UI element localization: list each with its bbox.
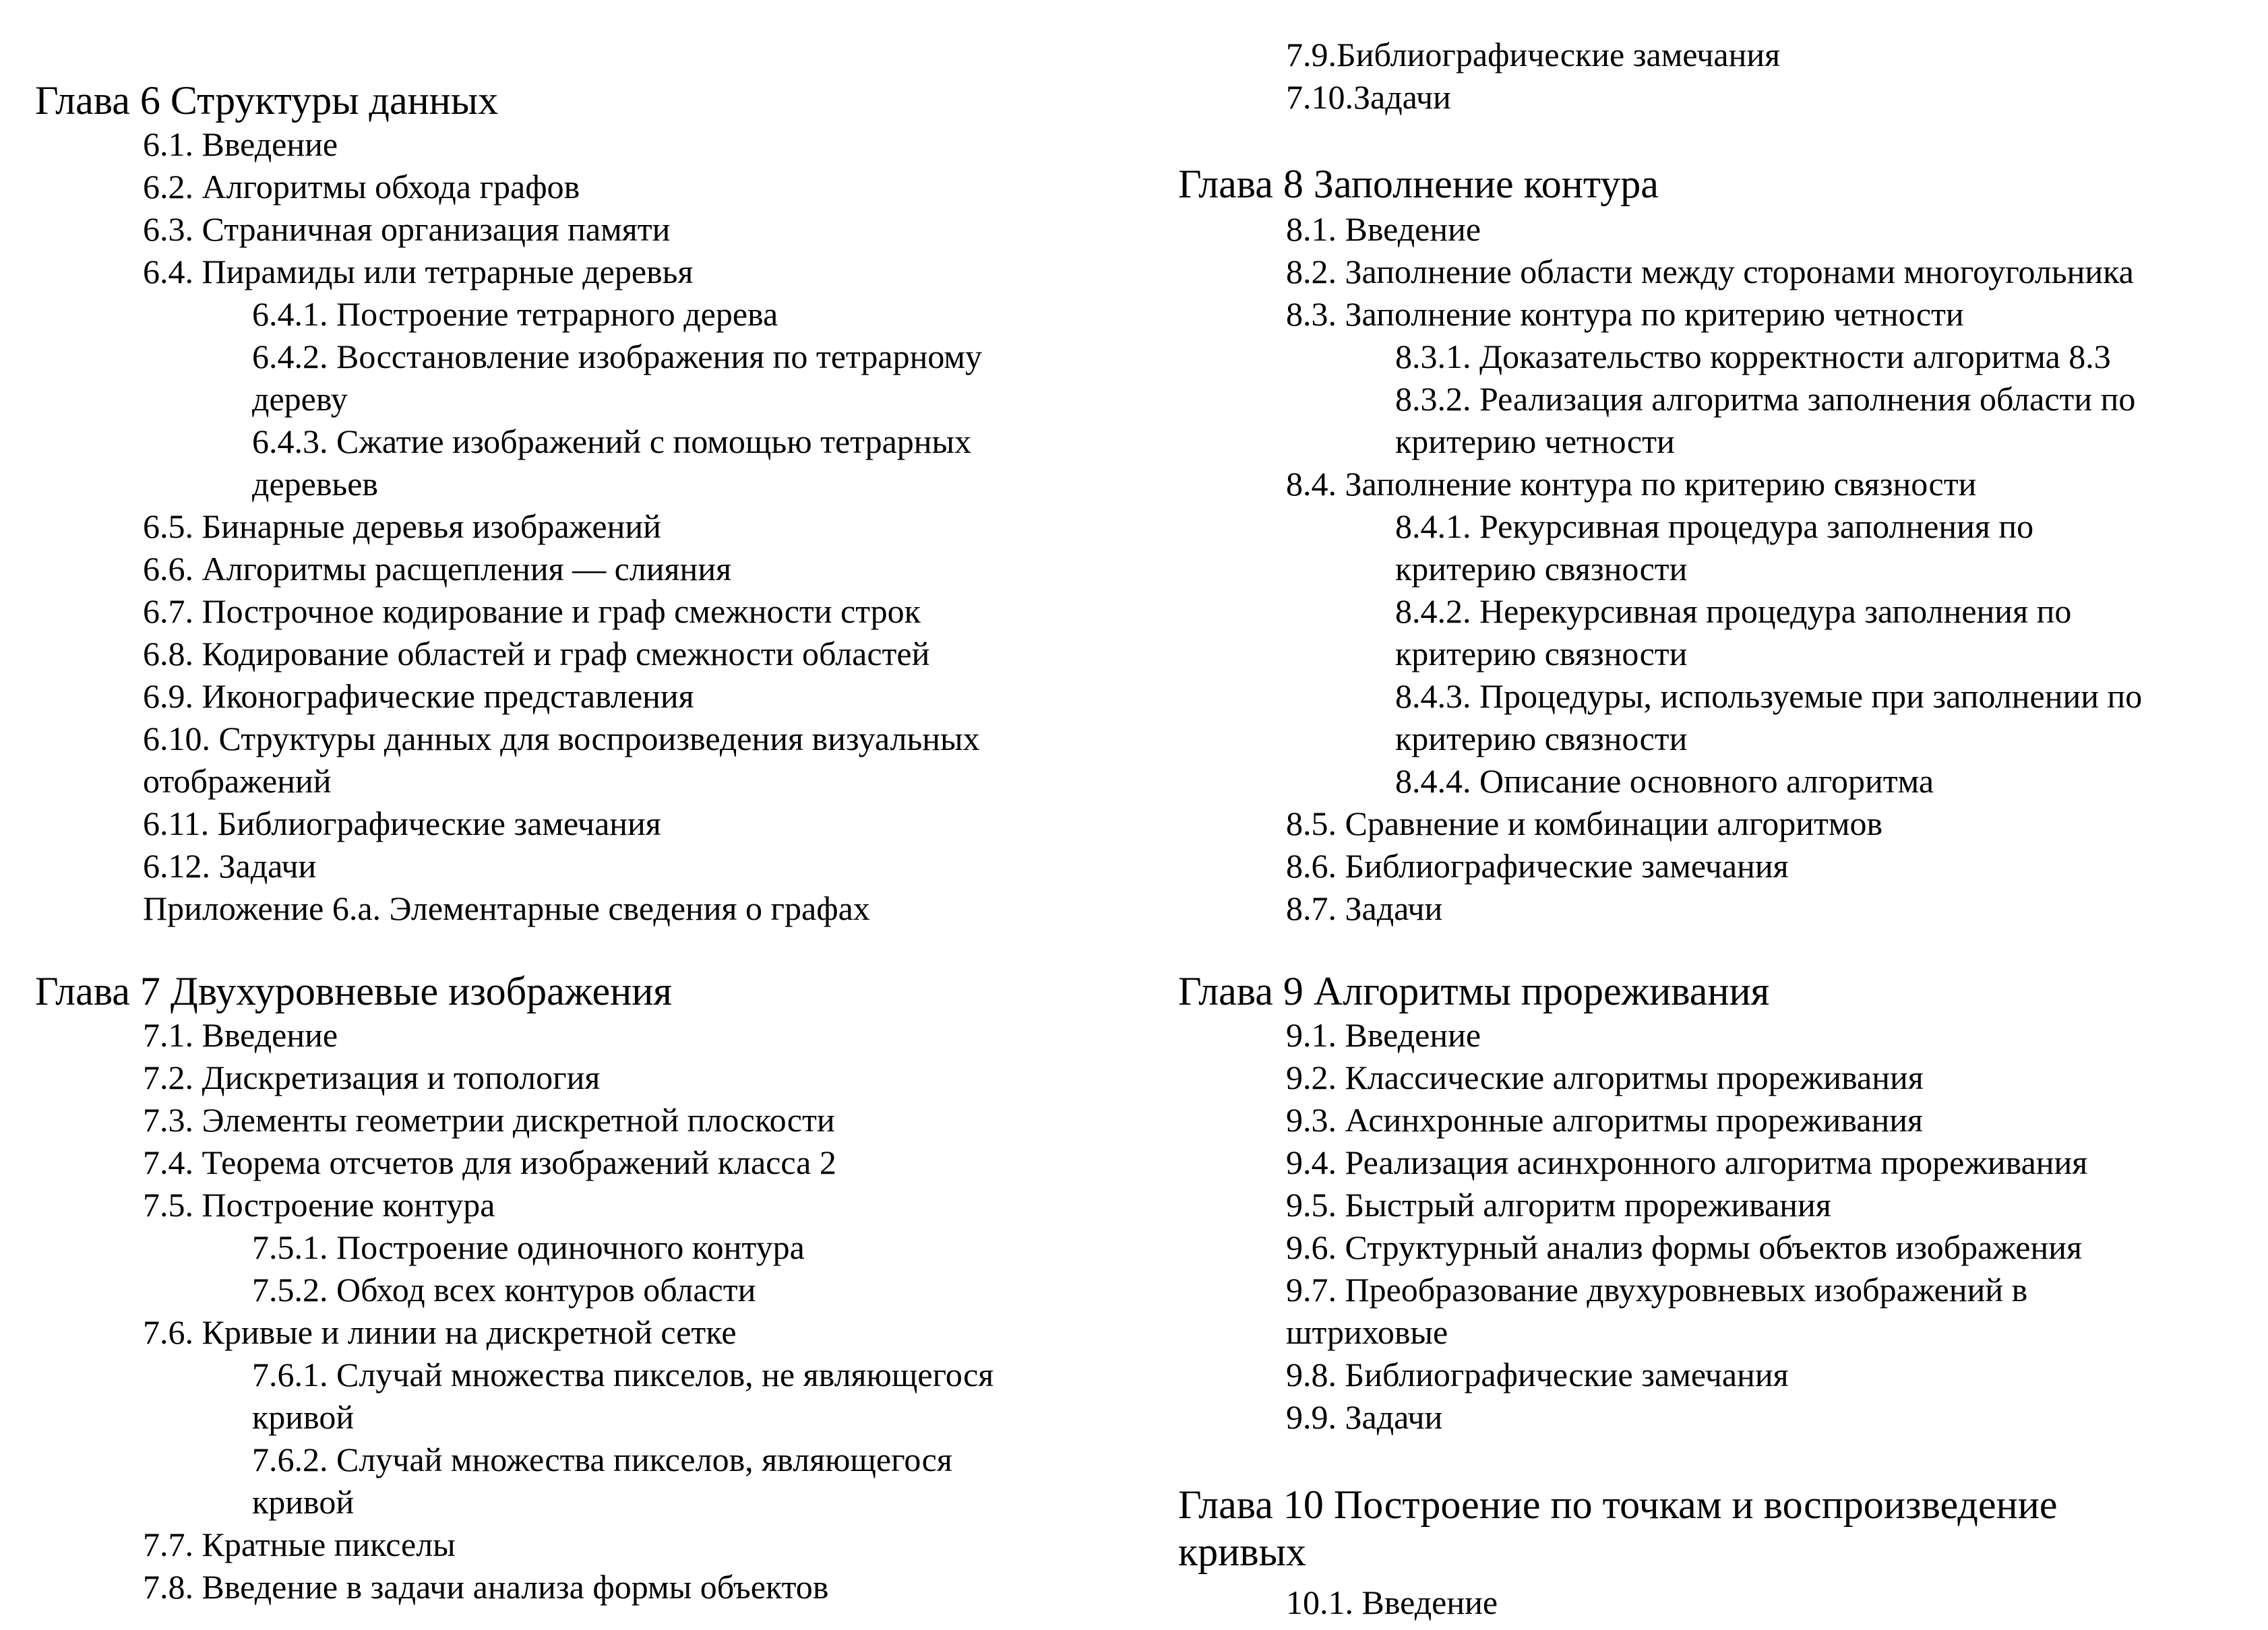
toc-entry: 7.10.Задачи	[1286, 78, 1451, 116]
toc-subentry-cont: критерию связности	[1395, 720, 1688, 757]
toc-subentry-cont: дереву	[252, 380, 348, 418]
chapter-6-title: Глава 6 Структуры данных	[35, 78, 499, 123]
toc-subentry: 8.3.2. Реализация алгоритма заполнения области по	[1395, 380, 2136, 418]
toc-entry: 9.3. Асинхронные алгоритмы прореживания	[1286, 1101, 1923, 1139]
toc-entry: 6.5. Бинарные деревья изображений	[143, 507, 661, 545]
toc-entry: 7.1. Введение	[143, 1016, 338, 1054]
toc-entry: 7.3. Элементы геометрии дискретной плоскости	[143, 1101, 835, 1139]
toc-entry-cont: штриховые	[1286, 1313, 1448, 1351]
toc-entry: 6.1. Введение	[143, 125, 338, 163]
toc-subentry: 8.4.1. Рекурсивная процедура заполнения по	[1395, 507, 2034, 545]
toc-entry: 7.2. Дискретизация и топология	[143, 1059, 601, 1096]
chapter-7-title: Глава 7 Двухуровневые изображения	[35, 969, 672, 1013]
toc-entry: 7.7. Кратные пикселы	[143, 1526, 456, 1563]
toc-subentry-cont: кривой	[252, 1398, 355, 1436]
toc-subentry: 8.4.3. Процедуры, используемые при заполнении по	[1395, 677, 2143, 715]
toc-entry: 6.2. Алгоритмы обхода графов	[143, 168, 580, 206]
toc-subentry-cont: критерию связности	[1395, 550, 1688, 588]
toc-entry: 8.1. Введение	[1286, 210, 1481, 248]
chapter-8-title: Глава 8 Заполнение контура	[1178, 162, 1659, 206]
toc-entry: 6.9. Иконографические представления	[143, 677, 694, 715]
toc-entry: 6.4. Пирамиды или тетрарные деревья	[143, 253, 694, 290]
toc-entry: 9.4. Реализация асинхронного алгоритма прореживания	[1286, 1143, 2088, 1181]
toc-entry: 8.3. Заполнение контура по критерию четности	[1286, 295, 1964, 333]
toc-entry: 9.7. Преобразование двухуровневых изображений в	[1286, 1271, 2028, 1309]
toc-entry: 7.6. Кривые и линии на дискретной сетке	[143, 1313, 737, 1351]
toc-subentry: 8.3.1. Доказательство корректности алгоритма 8.3	[1395, 338, 2111, 375]
toc-entry: 6.3. Страничная организация памяти	[143, 210, 671, 248]
toc-subentry: 6.4.1. Построение тетрарного дерева	[252, 295, 778, 333]
toc-entry: 9.1. Введение	[1286, 1016, 1481, 1054]
toc-entry: 8.6. Библиографические замечания	[1286, 847, 1789, 885]
toc-subentry: 7.6.1. Случай множества пикселов, не являющегося	[252, 1356, 994, 1393]
chapter-10-title: Глава 10 Построение по точкам и воспроизведение	[1178, 1482, 2058, 1527]
toc-subentry: 7.5.1. Построение одиночного контура	[252, 1228, 805, 1266]
toc-entry: 7.5. Построение контура	[143, 1186, 495, 1224]
toc-subentry: 8.4.2. Нерекурсивная процедура заполнения по	[1395, 592, 2072, 630]
toc-subentry: 8.4.4. Описание основного алгоритма	[1395, 762, 1934, 800]
toc-entry: 9.5. Быстрый алгоритм прореживания	[1286, 1186, 1831, 1224]
chapter-10-title-cont: кривых	[1178, 1530, 1306, 1574]
toc-entry: 9.8. Библиографические замечания	[1286, 1356, 1789, 1393]
toc-entry: 8.5. Сравнение и комбинации алгоритмов	[1286, 805, 1883, 842]
toc-appendix: Приложение 6.а. Элементарные сведения о графах	[143, 889, 870, 927]
toc-subentry-cont: кривой	[252, 1483, 355, 1521]
toc-subentry: 6.4.2. Восстановление изображения по тетрарному	[252, 338, 983, 375]
toc-subentry-cont: критерию четности	[1395, 422, 1675, 460]
toc-entry: 6.11. Библиографические замечания	[143, 805, 661, 842]
toc-entry: 6.10. Структуры данных для воспроизведения визуальных	[143, 720, 980, 757]
toc-entry: 7.8. Введение в задачи анализа формы объектов	[143, 1568, 829, 1606]
toc-subentry: 7.6.2. Случай множества пикселов, являющегося	[252, 1441, 952, 1478]
toc-subentry: 6.4.3. Сжатие изображений с помощью тетрарных	[252, 422, 972, 460]
chapter-9-title: Глава 9 Алгоритмы прореживания	[1178, 969, 1770, 1013]
toc-subentry-cont: критерию связности	[1395, 635, 1688, 672]
toc-entry: 8.2. Заполнение области между сторонами многоугольника	[1286, 253, 2134, 290]
toc-entry: 6.7. Построчное кодирование и граф смежности строк	[143, 592, 921, 630]
toc-entry: 7.9.Библиографические замечания	[1286, 36, 1781, 73]
toc-entry: 6.8. Кодирование областей и граф смежности областей	[143, 635, 930, 672]
toc-entry: 9.6. Структурный анализ формы объектов изображения	[1286, 1228, 2082, 1266]
toc-entry: 9.2. Классические алгоритмы прореживания	[1286, 1059, 1924, 1096]
toc-entry-cont: отображений	[143, 762, 332, 800]
toc-entry: 6.12. Задачи	[143, 847, 317, 885]
toc-entry: 8.4. Заполнение контура по критерию связности	[1286, 465, 1977, 503]
toc-entry: 6.6. Алгоритмы расщепления — слияния	[143, 550, 732, 588]
toc-entry: 10.1. Введение	[1286, 1584, 1498, 1621]
toc-entry: 8.7. Задачи	[1286, 889, 1443, 927]
toc-subentry: 7.5.2. Обход всех контуров области	[252, 1271, 756, 1309]
toc-entry: 9.9. Задачи	[1286, 1398, 1443, 1436]
toc-subentry-cont: деревьев	[252, 465, 379, 503]
toc-entry: 7.4. Теорема отсчетов для изображений класса 2	[143, 1143, 836, 1181]
